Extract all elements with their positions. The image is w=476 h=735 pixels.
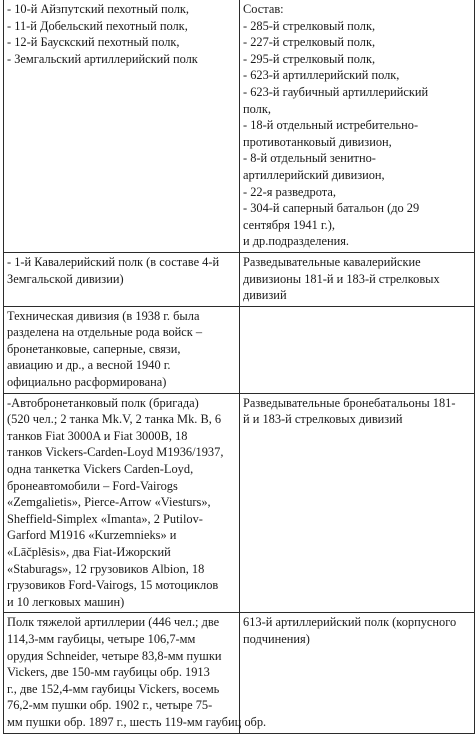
cell-line: Sheffield-Simplex «Imanta», 2 Putilov- (7, 511, 203, 526)
cell-line: Разведывательные бронебатальоны 181- (243, 395, 456, 410)
units-comparison-table (3, 0, 475, 734)
cell-line: - 18-й отдельный истребительно- (243, 118, 419, 133)
cell-line: танков Fiat 3000A и Fiat 3000B, 18 (7, 428, 188, 443)
table-row (4, 393, 475, 613)
cell-line: Полк тяжелой артиллерии (446 чел.; две (7, 615, 220, 630)
cell-line: и 10 легковых машин) (7, 594, 125, 609)
table-body (4, 0, 475, 733)
cell-line: «Lāčplēsis», два Fiat-Ижорский (7, 545, 171, 559)
table-cell-right (240, 613, 475, 733)
cell-line: 613-й артиллерийский полк (корпусного (243, 615, 457, 630)
cell-line: дивизий (243, 288, 287, 303)
table-row (4, 252, 475, 306)
cell-line: грузовиков Ford-Vairogs, 15 мотоциклов (7, 578, 219, 593)
cell-line: Garford M1916 «Kurzemnieks» и (7, 528, 177, 543)
cell-line: - 623-й гаубичный артиллерийский (243, 84, 429, 99)
cell-line: бронеавтомобили – Ford-Vairogs (7, 478, 178, 493)
cell-line: - 11-й Добельский пехотный полк, (7, 18, 188, 33)
cell-line: -Автобронетанковый полк (бригада) (7, 395, 199, 410)
cell-line: 76,2-мм пушки обр. 1902 г., четыре 75- (7, 698, 213, 713)
cell-line: - 285-й стрелковый полк, (243, 18, 376, 33)
cell-line: одна танкетка Vickers Carden-Loyd, (7, 462, 194, 477)
cell-line: разделена на отдельные рода войск – (7, 325, 203, 340)
cell-line: Состав: (243, 2, 284, 16)
cell-line: - 623-й артиллерийский полк, (243, 68, 400, 83)
cell-line: - 8-й отдельный зенитно- (243, 151, 376, 166)
cell-line: дивизионы 181-й и 183-й стрелковых (243, 271, 440, 286)
cell-line: й и 183-й стрелковых дивизий (243, 412, 403, 427)
cell-line: бронетанковые, саперные, связи, (7, 341, 181, 356)
cell-line: - 304-й саперный батальон (до 29 (243, 201, 420, 216)
cell-line: - 295-й стрелковый полк, (243, 51, 376, 66)
cell-line: г., две 152,4-мм гаубицы Vickers, восемь (7, 681, 220, 696)
cell-line: - 12-й Баускский пехотный полк, (7, 35, 180, 50)
cell-line: официально расформирована) (7, 375, 167, 390)
cell-line: Разведывательные кавалерийские (243, 254, 421, 269)
cell-line: (520 чел.; 2 танка Mk.V, 2 танка Mk. B, 6 (7, 412, 222, 427)
table-cell-left (4, 306, 240, 393)
table-row (4, 0, 475, 252)
cell-line: артиллерийский дивизион, (243, 167, 385, 182)
table-cell-right (240, 252, 475, 306)
cell-line: Vickers, две 150-мм гаубицы обр. 1913 (7, 665, 210, 680)
cell-line: и др.подразделения. (243, 234, 350, 249)
cell-line: - 10-й Айзпутский пехотный полк, (7, 2, 189, 16)
table-row (4, 306, 475, 393)
table-cell-left (4, 252, 240, 306)
table-cell-right (240, 0, 475, 252)
table-cell-left (4, 393, 240, 613)
cell-line: орудия Schneider, четыре 83,8-мм пушки (7, 648, 222, 663)
cell-line: - 1-й Кавалерийский полк (в составе 4-й (7, 254, 220, 269)
table-cell-left (4, 613, 267, 733)
table-row (4, 613, 475, 733)
cell-line: 114,3-мм гаубицы, четыре 106,7-мм (7, 631, 196, 646)
cell-line: Техническая дивизия (в 1938 г. была (7, 308, 200, 323)
cell-line: - Земгальский артиллерийский полк (7, 51, 198, 66)
cell-line: «Zemgalietis», Pierce-Arrow «Viesturs», (7, 495, 211, 510)
cell-line: сентября 1941 г.), (243, 217, 335, 232)
table-cell-right (240, 393, 475, 613)
cell-line: танков Vickers-Carden-Loyd M1936/1937, (7, 445, 224, 460)
cell-line: авиацию и др., а весной 1940 г. (7, 358, 171, 373)
cell-line: подчинения) (243, 631, 310, 646)
cell-line: полк, (243, 101, 271, 116)
table-cell-right-empty (240, 306, 475, 393)
cell-line: - 22-я разведрота, (243, 184, 336, 199)
cell-line: - 227-й стрелковый полк, (243, 35, 376, 50)
table-cell-left (4, 0, 240, 252)
cell-line: противотанковый дивизион, (243, 134, 392, 149)
cell-line: Земгальской дивизии) (7, 271, 124, 286)
cell-line: мм пушки обр. 1897 г., шесть 119-мм гаубиц обр. (7, 714, 267, 729)
cell-line: «Staburags», 12 грузовиков Albion, 18 (7, 561, 205, 576)
